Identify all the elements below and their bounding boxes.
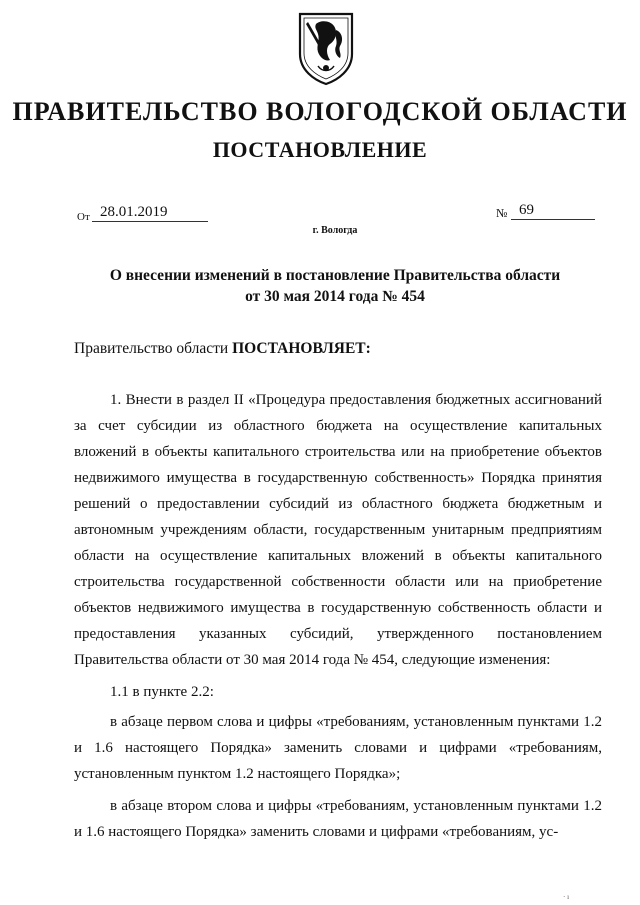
date-label: От [77, 211, 90, 223]
intro-emphasis: ПОСТАНОВЛЯЕТ: [232, 340, 371, 357]
page-mark: · ı [563, 893, 570, 901]
government-title: ПРАВИТЕЛЬСТВО ВОЛОГОДСКОЙ ОБЛАСТИ [12, 97, 628, 126]
subject-line-1: О внесении изменений в постановление Правительства области [109, 267, 561, 284]
document-body [74, 387, 602, 851]
paragraph-4: в абзаце втором слова и цифры «требованиям, установленным пунктами 1.2 и 1.6 настоящего Порядка» заменить словами и цифрами «требованиям, ус- [74, 798, 602, 840]
document-subject [0, 265, 640, 307]
coat-of-arms-emblem [296, 10, 356, 86]
city-name: г. Вологда [312, 225, 358, 236]
intro-text: Правительство области [74, 340, 233, 357]
number-label: № [496, 206, 508, 220]
document-date: 28.01.2019 [92, 204, 208, 222]
paragraph-1: 1. Внести в раздел II «Процедура предоставления бюджетных ассигнований за счет субсидии из областного бюджета на осуществление капитальных вложений в объекты капитального строительства или на приобретение объектов недвижимого имущества в государственную собственность» Порядка принятия решений о предоставлении субсидий из областного бюджета бюджетным и автономным учреждениям области, государственным унитарным предприятиям области на осуществление капитальных вложений в объекты капитального строительства государственной собственности области или на приобретение объектов недвижимого имущества в государственную собственность области и предоставления указанных субсидий, утвержденного постановлением Правительства области от 30 мая 2014 года № 454, следующие изменения: [74, 392, 602, 668]
document-type: ПОСТАНОВЛЕНИЕ [212, 137, 428, 162]
document-number: 69 [511, 202, 595, 220]
subject-line-2: от 30 мая 2014 года № 454 [245, 288, 425, 305]
resolution-intro [74, 340, 371, 358]
paragraph-2: 1.1 в пункте 2.2: [110, 684, 214, 700]
paragraph-3: в абзаце первом слова и цифры «требованиям, установленным пунктами 1.2 и 1.6 настоящего Порядка» заменить словами и цифрами «требованиям, установленным пунктом 1.2 настоящего Порядка»; [74, 714, 602, 782]
